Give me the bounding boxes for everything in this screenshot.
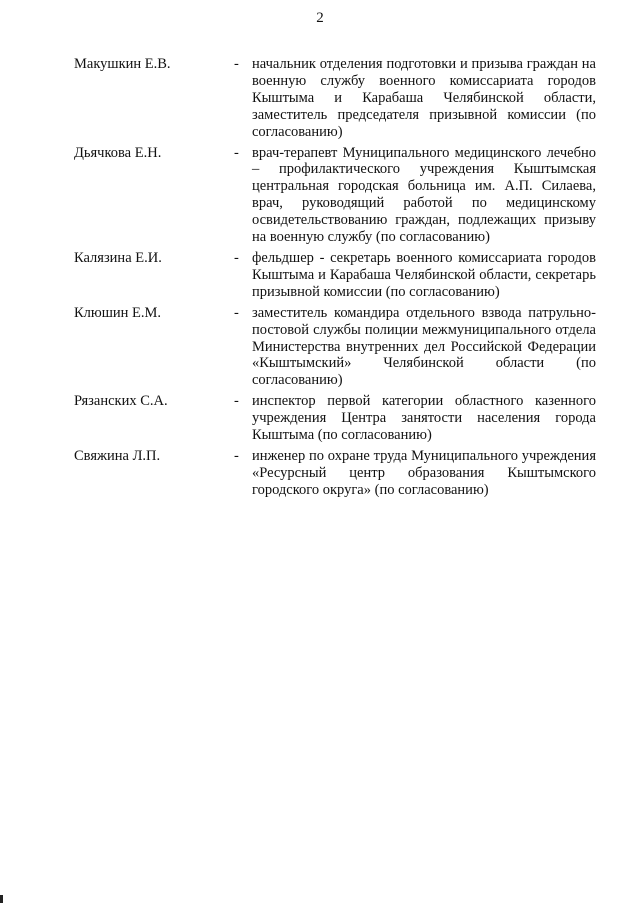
member-description: врач-терапевт Муниципального медицинского лечебно – профилактического учреждения Кыштымская центральная городская больница им. А.П. Силаева, врач, руководящий работой по медицинскому освидетельствованию граждан, подлежащих призыву на военную службу (по согласованию) — [252, 144, 596, 246]
member-name: Клюшин Е.М. — [74, 304, 162, 321]
scan-edge-mark — [0, 895, 3, 903]
member-description: начальник отделения подготовки и призыва граждан на военную службу военного комиссариата городов Кыштыма и Карабаша Челябинской области, заместитель председателя призывной комиссии (по согласованию) — [252, 56, 596, 140]
member-entry — [74, 145, 600, 246]
member-entry — [74, 56, 600, 141]
member-dash: - — [234, 56, 239, 72]
member-name: Дьячкова Е.Н. — [74, 144, 162, 161]
member-dash: - — [234, 393, 239, 410]
member-dash: - — [234, 144, 239, 161]
member-name: Макушкин Е.В. — [74, 56, 171, 72]
member-name: Свяжина Л.П. — [74, 447, 161, 464]
member-name: Рязанских С.А. — [74, 393, 168, 410]
commission-member-list — [74, 56, 600, 503]
member-dash: - — [234, 447, 239, 464]
member-entry — [74, 393, 600, 444]
member-entry — [74, 305, 600, 390]
page-number: 2 — [316, 10, 324, 26]
member-name: Калязина Е.И. — [74, 249, 162, 266]
member-description: фельдшер - секретарь военного комиссариата городов Кыштыма и Карабаша Челябинской области, секретарь призывной комиссии (по согласованию) — [252, 249, 596, 300]
member-description: заместитель командира отдельного взвода патрульно-постовой службы полиции межмуниципального отдела Министерства внутренних дел Российской Федерации «Кыштымский» Челябинской области (по согласованию) — [252, 304, 596, 389]
member-dash: - — [234, 304, 239, 321]
member-entry — [74, 250, 600, 301]
member-entry — [74, 448, 600, 499]
member-description: инженер по охране труда Муниципального учреждения «Ресурсный центр образования Кыштымского городского округа» (по согласованию) — [252, 447, 596, 498]
member-description: инспектор первой категории областного казенного учреждения Центра занятости населения города Кыштыма (по согласованию) — [252, 393, 596, 444]
member-dash: - — [234, 249, 239, 266]
